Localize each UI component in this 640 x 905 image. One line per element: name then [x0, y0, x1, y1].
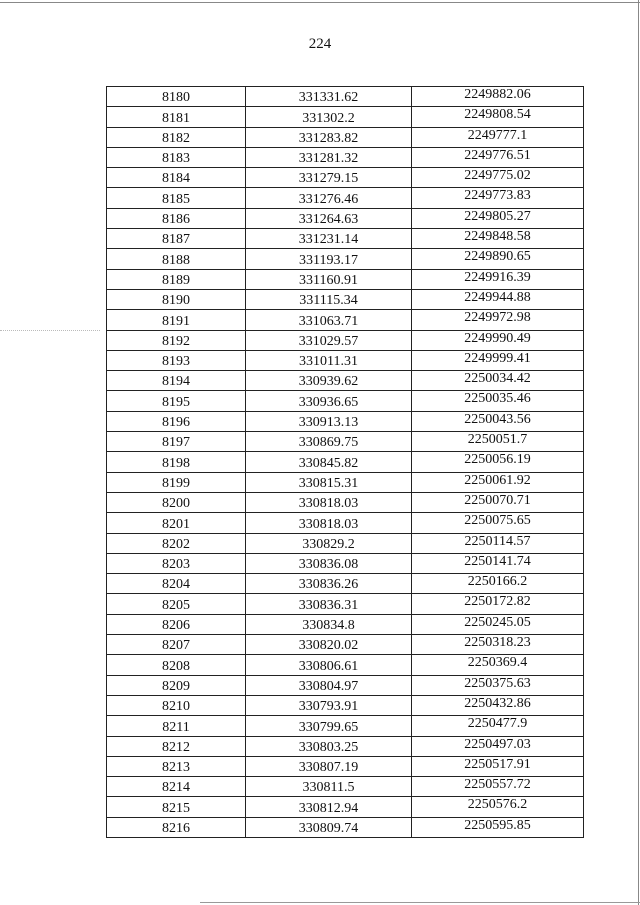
y-coordinate-cell: 2249808.54: [412, 107, 584, 127]
table-row: [107, 371, 584, 391]
point-number-cell: 8210: [107, 695, 246, 715]
y-coordinate-cell: 2249776.51: [412, 147, 584, 167]
table-row: [107, 391, 584, 411]
table-row: [107, 411, 584, 431]
table-row: [107, 695, 584, 715]
x-coordinate-cell: 331011.31: [246, 350, 412, 370]
x-coordinate-cell: 331281.32: [246, 147, 412, 167]
point-number-cell: 8214: [107, 777, 246, 797]
y-coordinate-cell: 2250432.86: [412, 695, 584, 715]
point-number-cell: 8201: [107, 513, 246, 533]
y-coordinate-cell: 2250075.65: [412, 513, 584, 533]
point-number-cell: 8181: [107, 107, 246, 127]
point-number-cell: 8200: [107, 492, 246, 512]
y-coordinate-cell: 2250557.72: [412, 777, 584, 797]
y-coordinate-cell: 2249777.1: [412, 127, 584, 147]
table-row: [107, 452, 584, 472]
x-coordinate-cell: 330845.82: [246, 452, 412, 472]
x-coordinate-cell: 330812.94: [246, 797, 412, 817]
x-coordinate-cell: 331115.34: [246, 289, 412, 309]
x-coordinate-cell: 330939.62: [246, 371, 412, 391]
y-coordinate-cell: 2250051.7: [412, 432, 584, 452]
point-number-cell: 8208: [107, 655, 246, 675]
x-coordinate-cell: 331276.46: [246, 188, 412, 208]
y-coordinate-cell: 2250497.03: [412, 736, 584, 756]
point-number-cell: 8212: [107, 736, 246, 756]
point-number-cell: 8186: [107, 208, 246, 228]
table-row: [107, 107, 584, 127]
y-coordinate-cell: 2249882.06: [412, 87, 584, 107]
x-coordinate-cell: 330829.2: [246, 533, 412, 553]
point-number-cell: 8197: [107, 432, 246, 452]
table-row: [107, 817, 584, 837]
y-coordinate-cell: 2249805.27: [412, 208, 584, 228]
table-row: [107, 797, 584, 817]
table-row: [107, 289, 584, 309]
x-coordinate-cell: 330913.13: [246, 411, 412, 431]
point-number-cell: 8182: [107, 127, 246, 147]
table-row: [107, 249, 584, 269]
point-number-cell: 8205: [107, 594, 246, 614]
x-coordinate-cell: 331063.71: [246, 310, 412, 330]
table-row: [107, 675, 584, 695]
x-coordinate-cell: 331264.63: [246, 208, 412, 228]
y-coordinate-cell: 2250034.42: [412, 371, 584, 391]
y-coordinate-cell: 2249916.39: [412, 269, 584, 289]
x-coordinate-cell: 330806.61: [246, 655, 412, 675]
x-coordinate-cell: 331279.15: [246, 168, 412, 188]
y-coordinate-cell: 2250318.23: [412, 635, 584, 655]
table-row: [107, 127, 584, 147]
table-row: [107, 553, 584, 573]
table-row: [107, 350, 584, 370]
table-row: [107, 208, 584, 228]
y-coordinate-cell: 2250056.19: [412, 452, 584, 472]
y-coordinate-cell: 2249848.58: [412, 229, 584, 249]
x-coordinate-cell: 330836.08: [246, 553, 412, 573]
point-number-cell: 8198: [107, 452, 246, 472]
point-number-cell: 8183: [107, 147, 246, 167]
table-row: [107, 330, 584, 350]
x-coordinate-cell: 330834.8: [246, 614, 412, 634]
point-number-cell: 8184: [107, 168, 246, 188]
point-number-cell: 8206: [107, 614, 246, 634]
point-number-cell: 8188: [107, 249, 246, 269]
y-coordinate-cell: 2250061.92: [412, 472, 584, 492]
table-row: [107, 756, 584, 776]
point-number-cell: 8193: [107, 350, 246, 370]
x-coordinate-cell: 331231.14: [246, 229, 412, 249]
table-row: [107, 513, 584, 533]
point-number-cell: 8190: [107, 289, 246, 309]
point-number-cell: 8195: [107, 391, 246, 411]
scan-edge-bottom: [200, 902, 640, 903]
scan-artifact: [0, 330, 100, 332]
x-coordinate-cell: 330804.97: [246, 675, 412, 695]
x-coordinate-cell: 330936.65: [246, 391, 412, 411]
point-number-cell: 8185: [107, 188, 246, 208]
point-number-cell: 8187: [107, 229, 246, 249]
point-number-cell: 8191: [107, 310, 246, 330]
x-coordinate-cell: 330818.03: [246, 492, 412, 512]
point-number-cell: 8180: [107, 87, 246, 107]
x-coordinate-cell: 330836.31: [246, 594, 412, 614]
y-coordinate-cell: 2250035.46: [412, 391, 584, 411]
x-coordinate-cell: 331283.82: [246, 127, 412, 147]
y-coordinate-cell: 2249990.49: [412, 330, 584, 350]
y-coordinate-cell: 2250477.9: [412, 716, 584, 736]
table-row: [107, 188, 584, 208]
x-coordinate-cell: 330869.75: [246, 432, 412, 452]
y-coordinate-cell: 2250375.63: [412, 675, 584, 695]
x-coordinate-cell: 331302.2: [246, 107, 412, 127]
point-number-cell: 8192: [107, 330, 246, 350]
table-row: [107, 655, 584, 675]
y-coordinate-cell: 2249890.65: [412, 249, 584, 269]
y-coordinate-cell: 2250141.74: [412, 553, 584, 573]
point-number-cell: 8202: [107, 533, 246, 553]
point-number-cell: 8203: [107, 553, 246, 573]
y-coordinate-cell: 2250245.05: [412, 614, 584, 634]
y-coordinate-cell: 2249999.41: [412, 350, 584, 370]
x-coordinate-cell: 331331.62: [246, 87, 412, 107]
point-number-cell: 8211: [107, 716, 246, 736]
coordinates-table: [106, 86, 584, 838]
y-coordinate-cell: 2250070.71: [412, 492, 584, 512]
x-coordinate-cell: 330799.65: [246, 716, 412, 736]
table-row: [107, 594, 584, 614]
table-row: [107, 168, 584, 188]
table-row: [107, 310, 584, 330]
y-coordinate-cell: 2249944.88: [412, 289, 584, 309]
x-coordinate-cell: 330793.91: [246, 695, 412, 715]
table-row: [107, 635, 584, 655]
point-number-cell: 8207: [107, 635, 246, 655]
x-coordinate-cell: 330807.19: [246, 756, 412, 776]
coordinates-table-body: [107, 87, 584, 838]
x-coordinate-cell: 330803.25: [246, 736, 412, 756]
y-coordinate-cell: 2249972.98: [412, 310, 584, 330]
y-coordinate-cell: 2250172.82: [412, 594, 584, 614]
y-coordinate-cell: 2250166.2: [412, 574, 584, 594]
scan-edge-top: [0, 2, 640, 3]
x-coordinate-cell: 331193.17: [246, 249, 412, 269]
y-coordinate-cell: 2250517.91: [412, 756, 584, 776]
table-row: [107, 492, 584, 512]
table-row: [107, 472, 584, 492]
table-row: [107, 716, 584, 736]
x-coordinate-cell: 330809.74: [246, 817, 412, 837]
table-row: [107, 269, 584, 289]
point-number-cell: 8189: [107, 269, 246, 289]
x-coordinate-cell: 330815.31: [246, 472, 412, 492]
y-coordinate-cell: 2250576.2: [412, 797, 584, 817]
table-row: [107, 229, 584, 249]
table-row: [107, 147, 584, 167]
y-coordinate-cell: 2249775.02: [412, 168, 584, 188]
x-coordinate-cell: 330818.03: [246, 513, 412, 533]
table-row: [107, 432, 584, 452]
point-number-cell: 8209: [107, 675, 246, 695]
point-number-cell: 8204: [107, 574, 246, 594]
y-coordinate-cell: 2249773.83: [412, 188, 584, 208]
scan-edge-right: [638, 0, 639, 905]
y-coordinate-cell: 2250595.85: [412, 817, 584, 837]
table-row: [107, 533, 584, 553]
y-coordinate-cell: 2250043.56: [412, 411, 584, 431]
x-coordinate-cell: 330811.5: [246, 777, 412, 797]
point-number-cell: 8215: [107, 797, 246, 817]
table-row: [107, 736, 584, 756]
x-coordinate-cell: 330836.26: [246, 574, 412, 594]
table-row: [107, 87, 584, 107]
point-number-cell: 8213: [107, 756, 246, 776]
point-number-cell: 8196: [107, 411, 246, 431]
table-row: [107, 574, 584, 594]
table-row: [107, 777, 584, 797]
x-coordinate-cell: 331029.57: [246, 330, 412, 350]
y-coordinate-cell: 2250369.4: [412, 655, 584, 675]
point-number-cell: 8216: [107, 817, 246, 837]
x-coordinate-cell: 331160.91: [246, 269, 412, 289]
x-coordinate-cell: 330820.02: [246, 635, 412, 655]
page-number: 224: [308, 36, 332, 52]
point-number-cell: 8194: [107, 371, 246, 391]
y-coordinate-cell: 2250114.57: [412, 533, 584, 553]
table-row: [107, 614, 584, 634]
point-number-cell: 8199: [107, 472, 246, 492]
